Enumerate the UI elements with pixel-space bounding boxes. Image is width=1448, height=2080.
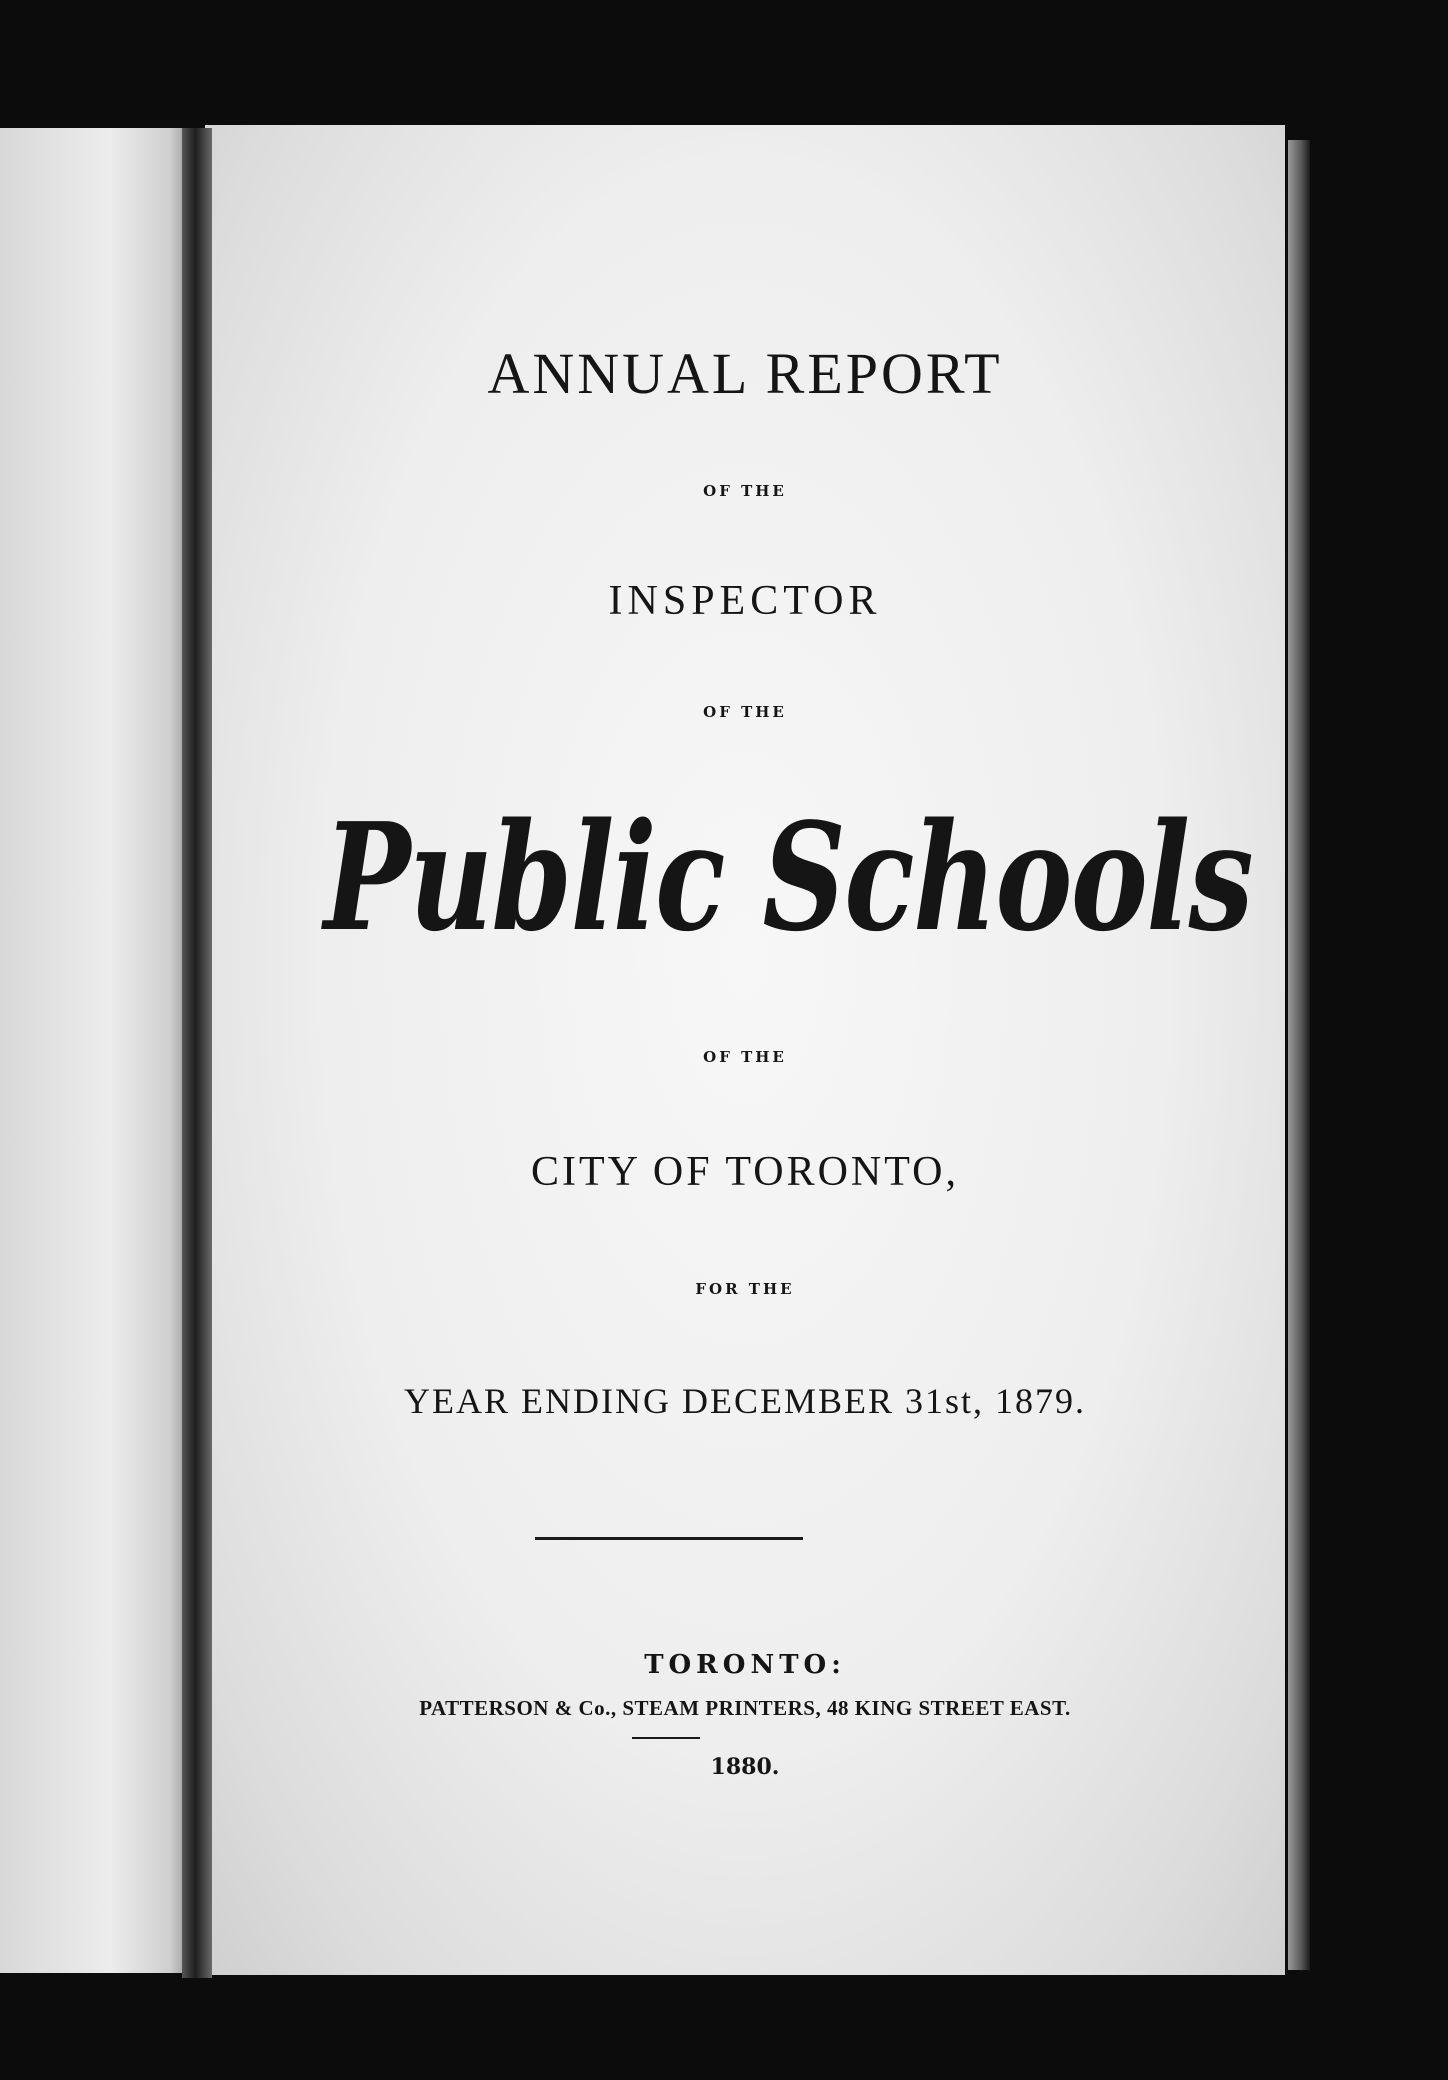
title-inspector: INSPECTOR [608, 578, 882, 624]
connector-of-the-2: OF THE [703, 703, 787, 721]
imprint-year: 1880. [710, 1754, 780, 1780]
title-annual-report: ANNUAL REPORT [487, 341, 1003, 406]
title-public-schools: Public Schools [323, 790, 1253, 964]
left-page [0, 128, 200, 1973]
imprint-printer: PATTERSON & Co., STEAM PRINTERS, 48 KING STREET EAST. [419, 1696, 1071, 1720]
imprint-place: TORONTO: [644, 1650, 846, 1680]
title-city-of-toronto: CITY OF TORONTO, [531, 1149, 959, 1195]
divider-rule [535, 1537, 803, 1540]
connector-of-the-1: OF THE [703, 482, 787, 500]
connector-for-the: FOR THE [695, 1280, 795, 1298]
title-year-ending: YEAR ENDING DECEMBER 31st, 1879. [404, 1381, 1086, 1421]
page-edge [1288, 140, 1310, 1970]
connector-of-the-3: OF THE [703, 1048, 787, 1066]
imprint-rule [632, 1737, 700, 1739]
